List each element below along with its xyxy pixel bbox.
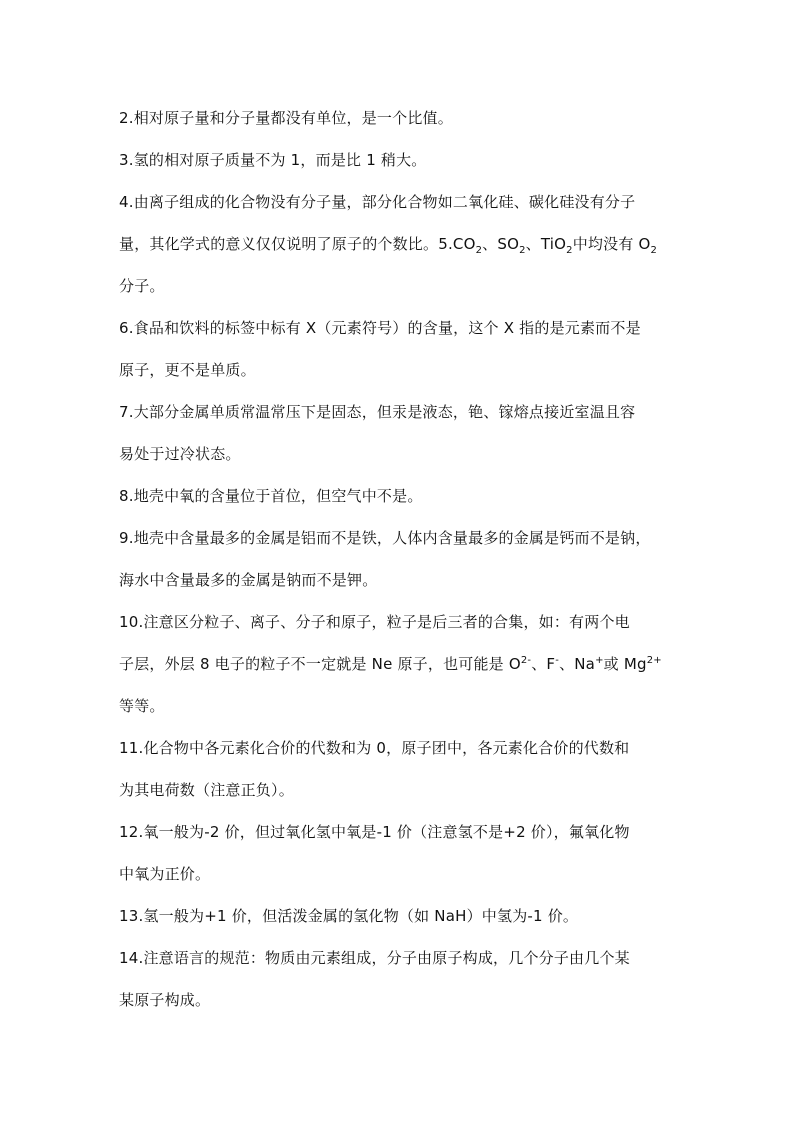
subscript: 2: [519, 245, 526, 256]
text-line: [119, 234, 679, 257]
subscript: 2: [650, 245, 658, 256]
text-segment: 原子，更不是单质。: [119, 361, 256, 379]
text-line: [119, 276, 679, 296]
text-segment: 6.食品和饮料的标签中标有 X（元素符号）的含量，这个 X 指的是元素而不是: [119, 319, 641, 337]
text-segment: 等等。: [119, 697, 165, 715]
text-segment: 9.地壳中含量最多的金属是铝而不是铁，人体内含量最多的金属是钙而不是钠，: [119, 529, 651, 547]
text-segment: 、TiO: [525, 235, 567, 253]
text-segment: 子层，外层 8 电子的粒子不一定就是 Ne 原子，也可能是 O: [119, 655, 521, 673]
text-segment: 13.氢一般为+1 价，但活泼金属的氢化物（如 NaH）中氢为-1 价。: [119, 907, 579, 925]
text-segment: 12.氧一般为-2 价，但过氧化氢中氧是-1 价（注意氢不是+2 价），氟氧化物: [119, 823, 630, 841]
text-line: [119, 864, 679, 884]
text-segment: 中氧为正价。: [119, 865, 211, 883]
superscript: -: [555, 655, 560, 666]
text-segment: 3.氢的相对原子质量不为 1，而是比 1 稍大。: [119, 151, 427, 169]
text-segment: 11.化合物中各元素化合价的代数和为 0，原子团中，各元素化合价的代数和: [119, 739, 630, 757]
text-segment: 某原子构成。: [119, 991, 211, 1009]
text-segment: 10.注意区分粒子、离子、分子和原子，粒子是后三者的合集，如：有两个电: [119, 613, 630, 631]
text-line: [119, 570, 679, 590]
text-line: [119, 738, 679, 758]
text-segment: 8.地壳中氧的含量位于首位，但空气中不是。: [119, 487, 423, 505]
text-segment: 14.注意语言的规范：物质由元素组成，分子由原子构成，几个分子由几个某: [119, 949, 630, 967]
text-line: [119, 696, 679, 716]
text-line: [119, 108, 679, 128]
text-segment: 、F: [531, 655, 556, 673]
superscript: 2+: [646, 655, 662, 666]
text-segment: 易处于过冷状态。: [119, 445, 241, 463]
text-segment: 为其电荷数（注意正负）。: [119, 781, 294, 799]
text-segment: 分子。: [119, 277, 165, 295]
text-segment: 2.相对原子量和分子量都没有单位，是一个比值。: [119, 109, 453, 127]
text-line: [119, 360, 679, 380]
text-line: [119, 486, 679, 506]
subscript: 2: [566, 245, 573, 256]
text-line: [119, 318, 679, 338]
text-line: [119, 990, 679, 1010]
text-line: [119, 150, 679, 170]
text-line: [119, 402, 679, 422]
superscript: +: [595, 655, 604, 666]
subscript: 2: [475, 245, 483, 256]
text-segment: 、Na: [559, 655, 596, 673]
text-line: [119, 528, 679, 548]
text-segment: 中均没有 O: [572, 235, 651, 253]
text-line: [119, 612, 679, 632]
text-line: [119, 822, 679, 842]
text-segment: 或 Mg: [603, 655, 647, 673]
text-segment: 7.大部分金属单质常温常压下是固态，但汞是液态，铯、镓熔点接近室温且容: [119, 403, 636, 421]
text-line: [119, 444, 679, 464]
text-line: [119, 780, 679, 800]
text-segment: 、SO: [482, 235, 520, 253]
text-line: [119, 948, 679, 968]
text-line: [119, 192, 679, 212]
text-segment: 4.由离子组成的化合物没有分子量，部分化合物如二氧化硅、碳化硅没有分子: [119, 193, 636, 211]
text-line: [119, 654, 679, 677]
superscript: 2-: [520, 655, 532, 666]
text-line: [119, 906, 679, 926]
text-segment: 量，其化学式的意义仅仅说明了原子的个数比。5.CO: [119, 235, 476, 253]
text-segment: 海水中含量最多的金属是钠而不是钾。: [119, 571, 378, 589]
